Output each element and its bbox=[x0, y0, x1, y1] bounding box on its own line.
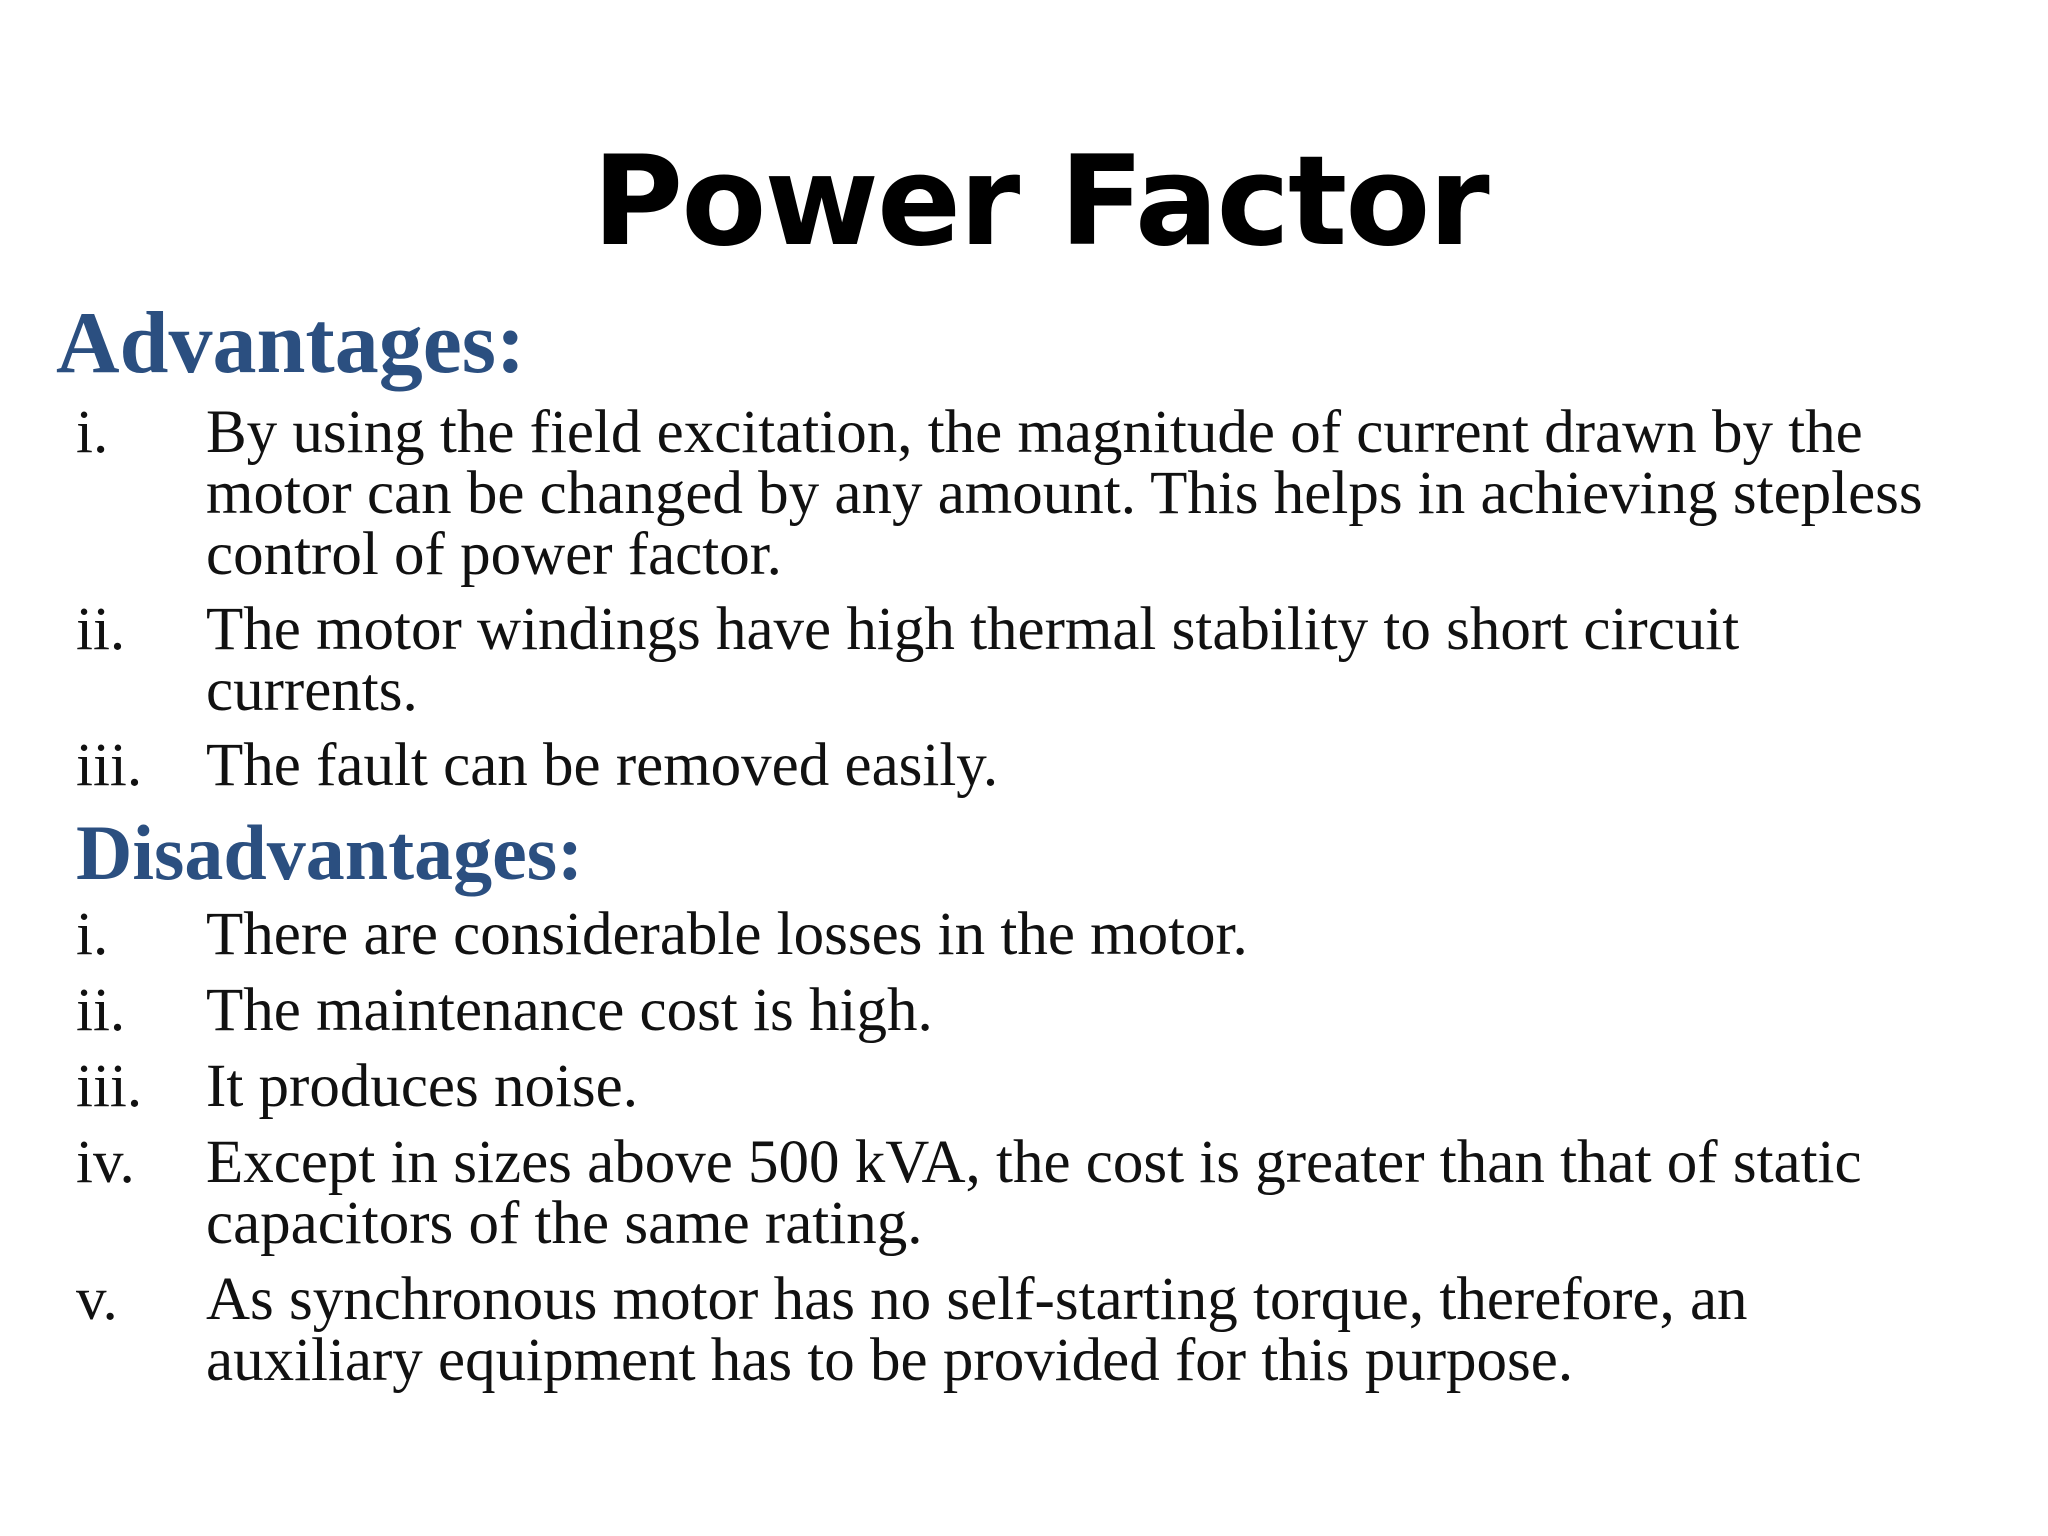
list-number: i. bbox=[76, 901, 109, 968]
advantage-item-2 bbox=[0, 596, 1923, 724]
disadvantage-item-5 bbox=[0, 1266, 1862, 1394]
item-text-line: The maintenance cost is high. bbox=[206, 977, 933, 1044]
list-number: iii. bbox=[76, 1053, 143, 1120]
advantages-heading: Advantages: bbox=[56, 295, 526, 392]
item-text-line: motor can be changed by any amount. This helps in achieving stepless bbox=[206, 460, 1923, 527]
list-number: i. bbox=[76, 399, 109, 466]
advantages-list bbox=[0, 399, 1923, 799]
item-text-line: The fault can be removed easily. bbox=[206, 732, 999, 799]
advantage-item-3 bbox=[0, 732, 1923, 799]
item-text-line: currents. bbox=[206, 657, 418, 724]
slide-title: Power Factor bbox=[592, 130, 1488, 274]
disadvantage-item-4 bbox=[0, 1129, 1862, 1257]
list-number: iii. bbox=[76, 732, 143, 799]
list-number: v. bbox=[76, 1266, 118, 1333]
item-text-line: capacitors of the same rating. bbox=[206, 1190, 923, 1257]
item-text-line: There are considerable losses in the motor. bbox=[206, 901, 1248, 968]
item-text-line: It produces noise. bbox=[206, 1053, 638, 1120]
item-text-line: control of power factor. bbox=[206, 521, 782, 588]
advantage-item-1 bbox=[0, 399, 1923, 588]
disadvantage-item-3 bbox=[0, 1053, 1862, 1120]
list-number: ii. bbox=[76, 596, 126, 663]
disadvantage-item-1 bbox=[0, 901, 1862, 968]
item-text-line: Except in sizes above 500 kVA, the cost is greater than that of static bbox=[206, 1129, 1862, 1196]
list-number: iv. bbox=[76, 1129, 135, 1196]
item-text-line: As synchronous motor has no self-starting torque, therefore, an bbox=[206, 1266, 1748, 1333]
list-number: ii. bbox=[76, 977, 126, 1044]
disadvantages-list bbox=[0, 901, 1862, 1406]
disadvantages-heading: Disadvantages: bbox=[76, 809, 584, 896]
item-text-line: The motor windings have high thermal stability to short circuit bbox=[206, 596, 1740, 663]
item-text-line: By using the field excitation, the magnitude of current drawn by the bbox=[206, 399, 1863, 466]
disadvantage-item-2 bbox=[0, 977, 1862, 1044]
item-text-line: auxiliary equipment has to be provided for this purpose. bbox=[206, 1327, 1574, 1394]
